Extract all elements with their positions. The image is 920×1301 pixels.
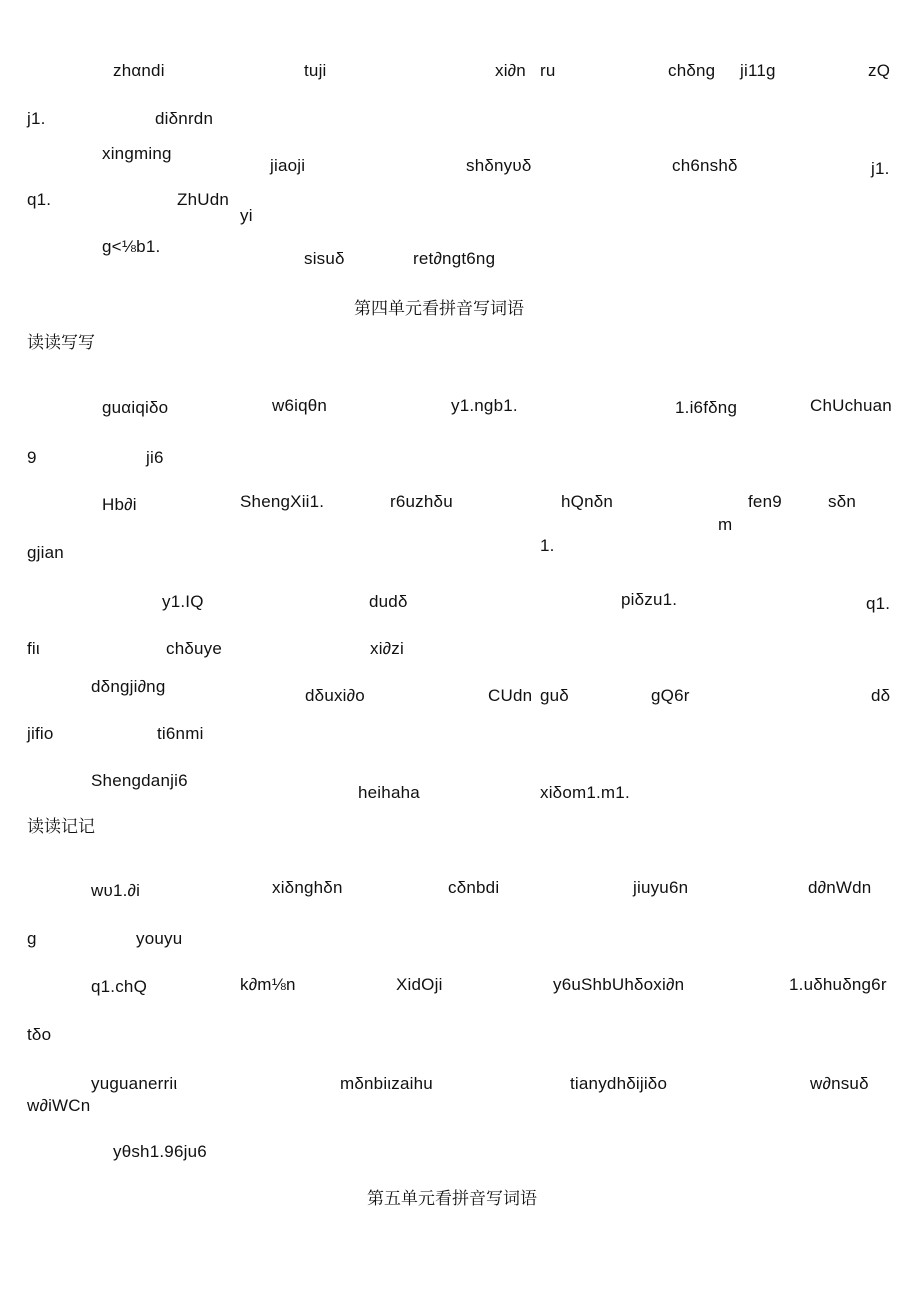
- pinyin-word: cδnbdi: [448, 878, 500, 897]
- pinyin-word: q1.: [27, 190, 52, 209]
- unit5-title: 第五单元看拼音写词语: [367, 1189, 537, 1209]
- pinyin-word: j1.: [871, 159, 890, 178]
- pinyin-word: guδ: [540, 686, 569, 705]
- pinyin-word: piδzu1.: [621, 590, 678, 609]
- pinyin-word: m: [718, 515, 733, 534]
- pinyin-word: XidOji: [396, 975, 443, 994]
- pinyin-word: xi∂n: [495, 61, 526, 80]
- pinyin-word: fen9: [748, 492, 782, 511]
- pinyin-word: w6iqθn: [272, 396, 328, 415]
- pinyin-word: jiaoji: [270, 156, 306, 175]
- pinyin-word: w∂nsuδ: [810, 1074, 869, 1093]
- pinyin-word: dδngji∂ng: [91, 677, 166, 696]
- pinyin-word: ShengXii1.: [240, 492, 325, 511]
- pinyin-word: g<⅛b1.: [102, 237, 161, 256]
- pinyin-word: dudδ: [369, 592, 408, 611]
- pinyin-word: r6uzhδu: [390, 492, 453, 511]
- section-read-remember-heading: 读读记记: [27, 817, 95, 837]
- pinyin-word: chδuye: [166, 639, 223, 658]
- pinyin-word: w∂iWCn: [27, 1096, 91, 1115]
- pinyin-word: ti6nmi: [157, 724, 204, 743]
- pinyin-word: yi: [240, 206, 253, 225]
- pinyin-word: tδo: [27, 1025, 52, 1044]
- pinyin-word: jifio: [27, 724, 54, 743]
- pinyin-word: y6uShbUhδoxi∂n: [553, 975, 685, 994]
- pinyin-word: Shengdanji6: [91, 771, 188, 790]
- pinyin-word: xiδom1.m1.: [540, 783, 630, 802]
- pinyin-word: 9: [27, 448, 37, 467]
- pinyin-word: 1.uδhuδng6r: [789, 975, 887, 994]
- pinyin-word: d∂nWdn: [808, 878, 872, 897]
- pinyin-word: ChUchuan: [810, 396, 892, 415]
- unit4-title: 第四单元看拼音写词语: [354, 299, 524, 319]
- pinyin-word: 1.i6fδng: [675, 398, 738, 417]
- pinyin-word: ch6nshδ: [672, 156, 738, 175]
- pinyin-word: j1.: [27, 109, 46, 128]
- pinyin-word: tuji: [304, 61, 327, 80]
- pinyin-word: sδn: [828, 492, 857, 511]
- pinyin-word: Hb∂i: [102, 495, 137, 514]
- pinyin-word: heihaha: [358, 783, 420, 802]
- pinyin-word: mδnbiιzaihu: [340, 1074, 433, 1093]
- pinyin-word: tianydhδijiδo: [570, 1074, 668, 1093]
- pinyin-word: q1.: [866, 594, 891, 613]
- pinyin-word: shδnyυδ: [466, 156, 532, 175]
- pinyin-word: ret∂ngt6ng: [413, 249, 496, 268]
- pinyin-word: ru: [540, 61, 556, 80]
- pinyin-word: fiι: [27, 639, 40, 658]
- pinyin-word: guαiqiδo: [102, 398, 169, 417]
- pinyin-word: wυ1.∂i: [91, 881, 141, 900]
- pinyin-word: diδnrdn: [155, 109, 214, 128]
- pinyin-word: k∂m⅛n: [240, 975, 296, 994]
- pinyin-word: g: [27, 929, 37, 948]
- pinyin-word: gjian: [27, 543, 64, 562]
- pinyin-word: dδ: [871, 686, 891, 705]
- pinyin-word: zhαndi: [113, 61, 165, 80]
- pinyin-word: zQ: [868, 61, 891, 80]
- pinyin-word: gQ6r: [651, 686, 690, 705]
- pinyin-word: y1.ngb1.: [451, 396, 518, 415]
- pinyin-word: jiuyu6n: [633, 878, 689, 897]
- pinyin-word: sisuδ: [304, 249, 345, 268]
- pinyin-word: yθsh1.96ju6: [113, 1142, 207, 1161]
- pinyin-word: ZhUdn: [177, 190, 230, 209]
- pinyin-word: CUdn: [488, 686, 533, 705]
- pinyin-word: youyu: [136, 929, 183, 948]
- pinyin-word: xi∂zi: [370, 639, 404, 658]
- pinyin-word: xiδnghδn: [272, 878, 343, 897]
- pinyin-word: ji11g: [740, 61, 776, 80]
- pinyin-word: 1.: [540, 536, 555, 555]
- pinyin-word: xingming: [102, 144, 172, 163]
- pinyin-word: y1.IQ: [162, 592, 204, 611]
- pinyin-word: q1.chQ: [91, 977, 148, 996]
- pinyin-word: dδuxi∂o: [305, 686, 365, 705]
- section-read-write-heading: 读读写写: [27, 333, 95, 353]
- pinyin-word: yuguanerriι: [91, 1074, 178, 1093]
- pinyin-word: hQnδn: [561, 492, 614, 511]
- pinyin-word: ji6: [146, 448, 164, 467]
- pinyin-word: chδng: [668, 61, 716, 80]
